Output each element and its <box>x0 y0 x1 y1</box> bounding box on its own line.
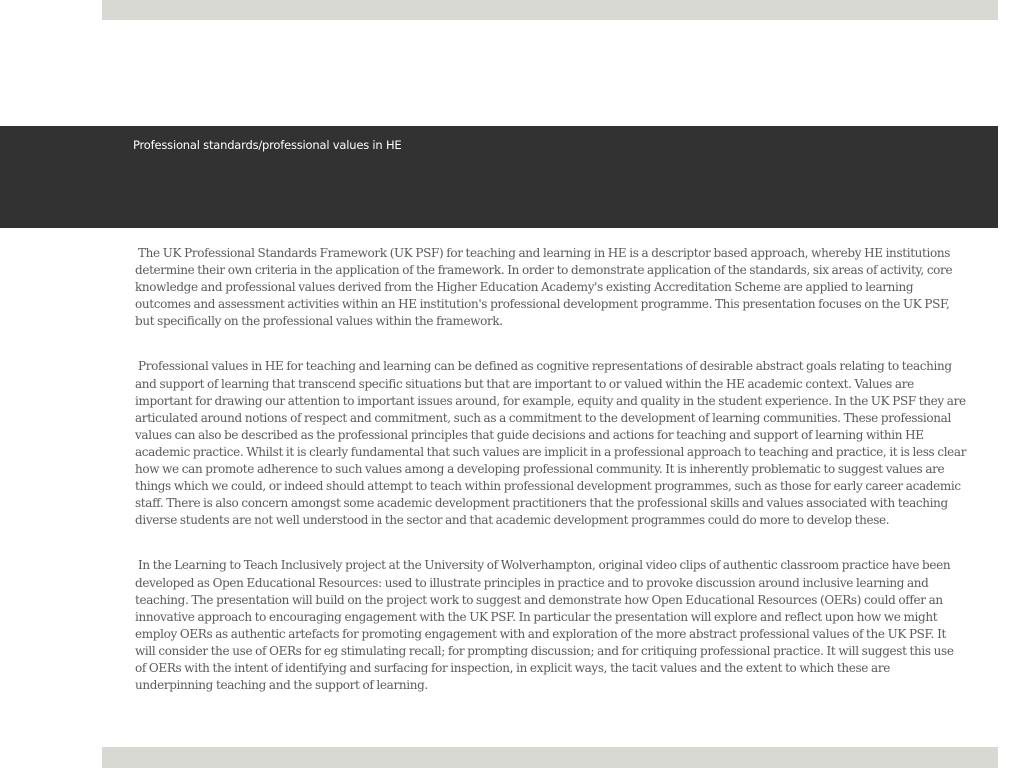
slide-body <box>135 245 967 722</box>
slide-title: Professional standards/professional values in HE <box>133 138 402 152</box>
top-accent-bar <box>102 0 998 20</box>
paragraph-learning-to-teach: In the Learning to Teach Inclusively project at the University of Wolverhampton, original video clips of authentic classroom practice have been developed as Open Educational Resources: used to illustrate principles in practice and to provoke discussion around inclusive learning and teaching. The presentation will build on the project work to suggest and demonstrate how Open Educational Resources (OERs) could offer an innovative approach to encouraging engagement with the UK PSF. In particular the presentation will explore and reflect upon how we might employ OERs as authentic artefacts for promoting engagement with and exploration of the more abstract professional values of the UK PSF. It will consider the use of OERs for eg stimulating recall; for prompting discussion; and for critiquing professional practice. It will suggest this use of OERs with the intent of identifying and surfacing for inspection, in explicit ways, the tacit values and the extent to which these are underpinning teaching and the support of learning. <box>135 558 954 693</box>
paragraph-professional-values: Professional values in HE for teaching and learning can be defined as cognitive representations of desirable abstract goals relating to teaching and support of learning that transcend specific situations but that are important to or valued within the HE academic context. Values are important for drawing our attention to important issues around, for example, equity and quality in the student experience. In the UK PSF they are articulated around notions of respect and commitment, such as a commitment to the development of learning communities. These professional values can also be described as the professional principles that guide decisions and actions for teaching and support of learning within HE academic practice. Whilst it is clearly fundamental that such values are implicit in a professional approach to teaching and practice, it is less clear how we can promote adherence to such values among a developing professional community. It is inherently problematic to suggest values are things which we could, or indeed should attempt to teach within professional development programmes, such as those for early career academic staff. There is also concern amongst some academic development practitioners that the professional skills and values associated with teaching diverse students are not well understood in the sector and that academic development programmes could do more to develop these. <box>135 359 967 528</box>
paragraph-uk-psf: The UK Professional Standards Framework (UK PSF) for teaching and learning in HE is a descriptor based approach, whereby HE institutions determine their own criteria in the application of the framework. In order to demonstrate application of the standards, six areas of activity, core knowledge and professional values derived from the Higher Education Academy's existing Accreditation Scheme are applied to learning outcomes and assessment activities within an HE institution's professional development programme. This presentation focuses on the UK PSF, but specifically on the professional values within the framework. <box>135 246 953 329</box>
bottom-accent-bar <box>102 747 998 768</box>
